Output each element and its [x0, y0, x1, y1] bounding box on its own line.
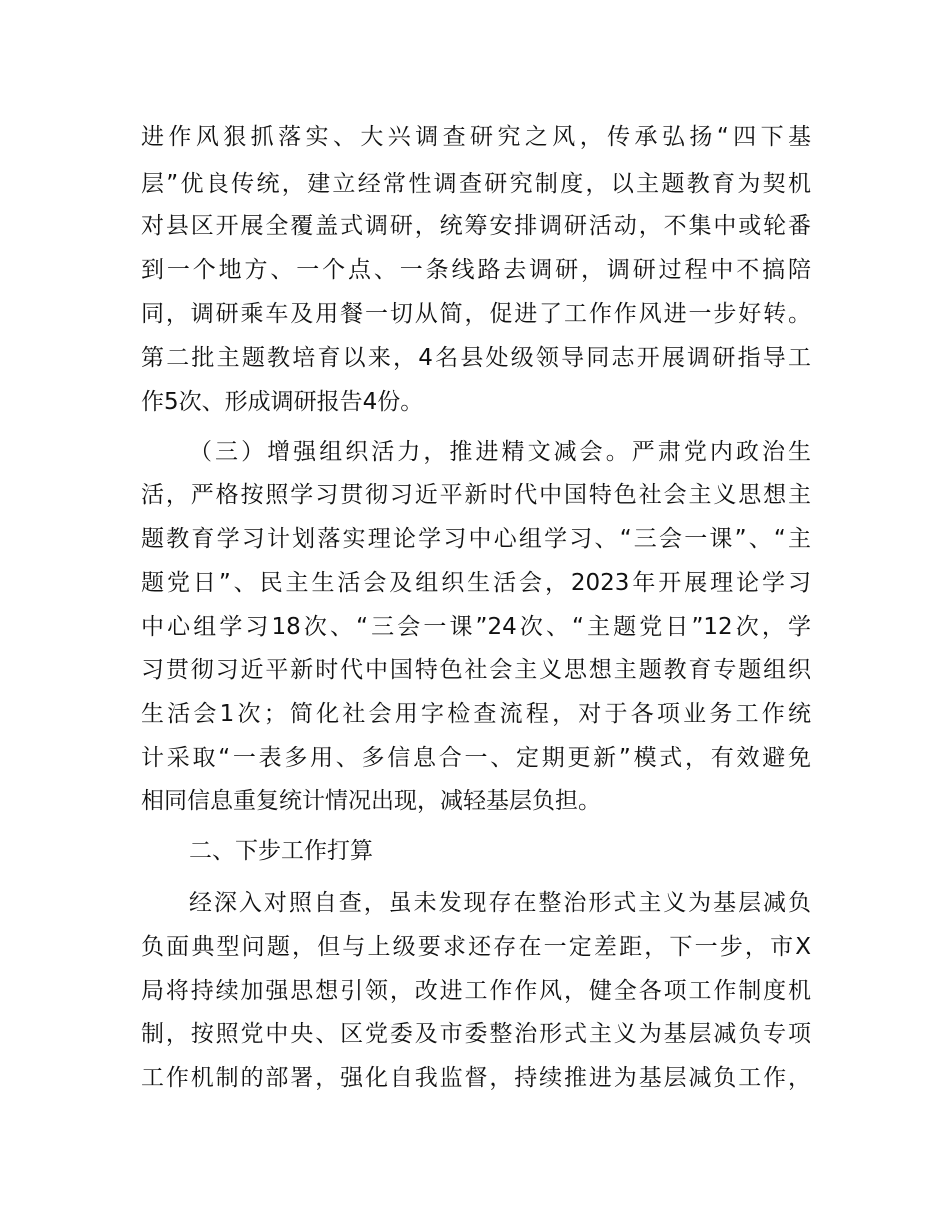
paragraph-line: 生活会1次；简化社会用字检查流程，对于各项业务工作统: [141, 701, 811, 727]
paragraph-line: 同，调研乘车及用餐一切从简，促进了工作作风进一步好转。: [141, 301, 811, 327]
section-heading-line: （三）增强组织活力，推进精文减会。严肃党内政治生: [189, 439, 811, 465]
paragraph-line: 制，按照党中央、区党委及市委整治形式主义为基层减负专项: [141, 1021, 811, 1047]
paragraph-line: 计采取“一表多用、多信息合一、定期更新”模式，有效避免: [141, 745, 811, 771]
paragraph-line: 进作风狠抓落实、大兴调查研究之风，传承弘扬“四下基: [141, 124, 811, 150]
paragraph-line: 第二批主题教培育以来，4名县处级领导同志开展调研指导工: [141, 345, 811, 371]
paragraph-line: 作5次、形成调研报告4份。: [141, 389, 424, 415]
paragraph-line: 层”优良传统，建立经常性调查研究制度，以主题教育为契机: [141, 171, 811, 197]
paragraph-line: 到一个地方、一个点、一条线路去调研，调研过程中不搞陪: [141, 257, 811, 283]
paragraph-line: 经深入对照自查，虽未发现存在整治形式主义为基层减负: [189, 890, 811, 916]
paragraph-line: 局将持续加强思想引领，改进工作作风，健全各项工作制度机: [141, 978, 811, 1004]
section-heading: 二、下步工作打算: [189, 838, 373, 864]
paragraph-line: 活，严格按照学习贯彻习近平新时代中国特色社会主义思想主: [141, 482, 811, 508]
paragraph-line: 中心组学习18次、“三会一课”24次、“主题党日”12次，学: [141, 614, 811, 640]
paragraph-line: 相同信息重复统计情况出现，减轻基层负担。: [141, 788, 601, 814]
paragraph-line: 负面典型问题，但与上级要求还存在一定差距，下一步，市X: [141, 934, 811, 960]
paragraph-line: 习贯彻习近平新时代中国特色社会主义思想主题教育专题组织: [141, 657, 811, 683]
paragraph-line: 工作机制的部署，强化自我监督，持续推进为基层减负工作，: [141, 1065, 811, 1091]
paragraph-line: 题党日”、民主生活会及组织生活会，2023年开展理论学习: [141, 570, 811, 596]
paragraph-line: 题教育学习计划落实理论学习中心组学习、“三会一课”、“主: [141, 526, 811, 552]
paragraph-line: 对县区开展全覆盖式调研，统筹安排调研活动，不集中或轮番: [141, 213, 811, 239]
